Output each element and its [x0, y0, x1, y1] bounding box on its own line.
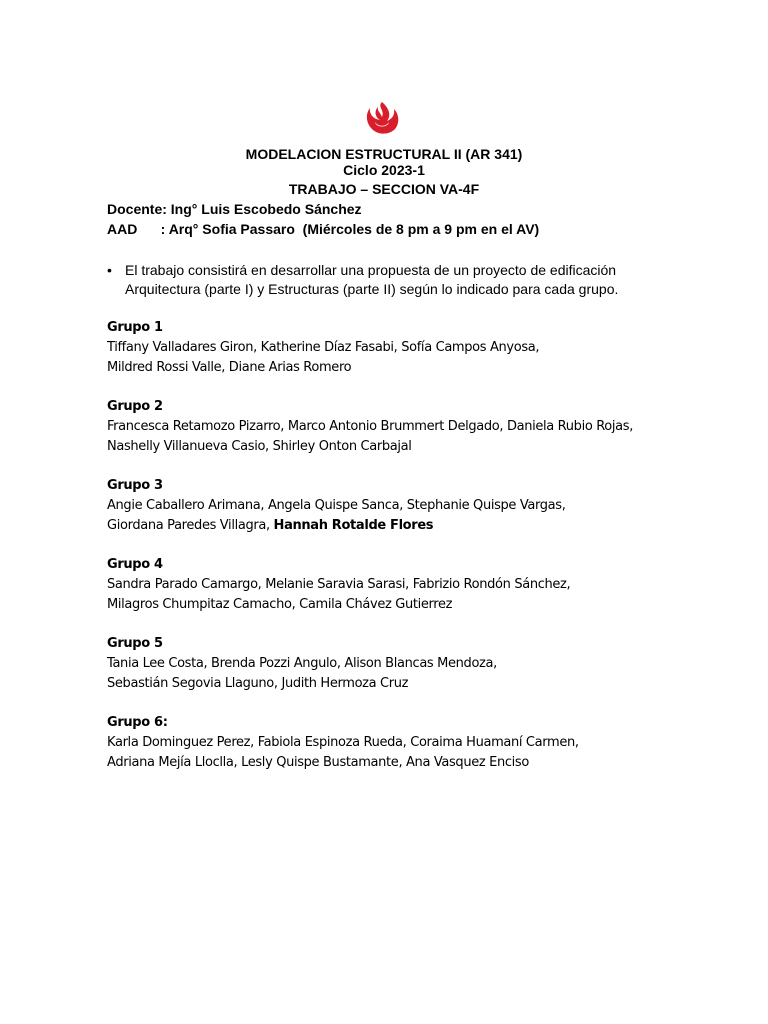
university-flame-logo-icon: [363, 100, 401, 138]
assistant-line: AAD : Arq° Sofia Passaro (Miércoles de 8 pm a 9 pm en el AV): [107, 221, 540, 237]
instructions-bullet: [107, 261, 667, 299]
group-3: [107, 476, 707, 536]
group-members-line: Mildred Rossi Valle, Diane Arias Romero: [107, 360, 352, 375]
bullet-dot-icon: •: [107, 262, 112, 278]
member-names: Giordana Paredes Villagra,: [107, 518, 274, 533]
group-title: Grupo 1: [107, 320, 163, 335]
group-members-line: Milagros Chumpitaz Camacho, Camila Chávez Gutierrez: [107, 597, 453, 612]
bullet-line-1: El trabajo consistirá en desarrollar una propuesta de un proyecto de edificación: [125, 262, 617, 278]
group-4: [107, 555, 707, 615]
group-title: Grupo 6:: [107, 715, 168, 730]
group-members-line: Sandra Parado Camargo, Melanie Saravia Sarasi, Fabrizio Rondón Sánchez,: [107, 577, 571, 592]
bullet-line-2: Arquitectura (parte I) y Estructuras (parte II) según lo indicado para cada grupo.: [125, 281, 619, 297]
group-members-line: Adriana Mejía Lloclla, Lesly Quispe Bustamante, Ana Vasquez Enciso: [107, 755, 529, 770]
group-members-line: Tania Lee Costa, Brenda Pozzi Angulo, Alison Blancas Mendoza,: [107, 656, 497, 671]
group-members-line: Nashelly Villanueva Casio, Shirley Onton Carbajal: [107, 439, 412, 454]
cycle-label: Ciclo 2023-1: [343, 162, 425, 178]
group-members-line: [107, 516, 707, 536]
group-6: [107, 713, 707, 773]
group-1: [107, 318, 707, 378]
member-name-bold: Hannah Rotalde Flores: [273, 518, 434, 533]
group-members-line: Francesca Retamozo Pizarro, Marco Antonio Brummert Delgado, Daniela Rubio Rojas,: [107, 419, 633, 434]
course-title: MODELACION ESTRUCTURAL II (AR 341): [245, 146, 523, 162]
teacher-line: Docente: Ing° Luis Escobedo Sánchez: [107, 201, 362, 217]
group-title: Grupo 4: [107, 557, 163, 572]
group-title: Grupo 3: [107, 478, 163, 493]
group-members-line: Angie Caballero Arimana, Angela Quispe Sanca, Stephanie Quispe Vargas,: [107, 498, 566, 513]
group-members-line: Karla Dominguez Perez, Fabiola Espinoza Rueda, Coraima Huamaní Carmen,: [107, 735, 579, 750]
group-members-line: Sebastián Segovia Llaguno, Judith Hermoza Cruz: [107, 676, 409, 691]
group-title: Grupo 5: [107, 636, 163, 651]
section-title: TRABAJO – SECCION VA-4F: [288, 181, 480, 197]
group-5: [107, 634, 707, 694]
group-title: Grupo 2: [107, 399, 163, 414]
group-members-line: Tiffany Valladares Giron, Katherine Díaz Fasabi, Sofía Campos Anyosa,: [107, 340, 540, 355]
group-2: [107, 397, 707, 457]
